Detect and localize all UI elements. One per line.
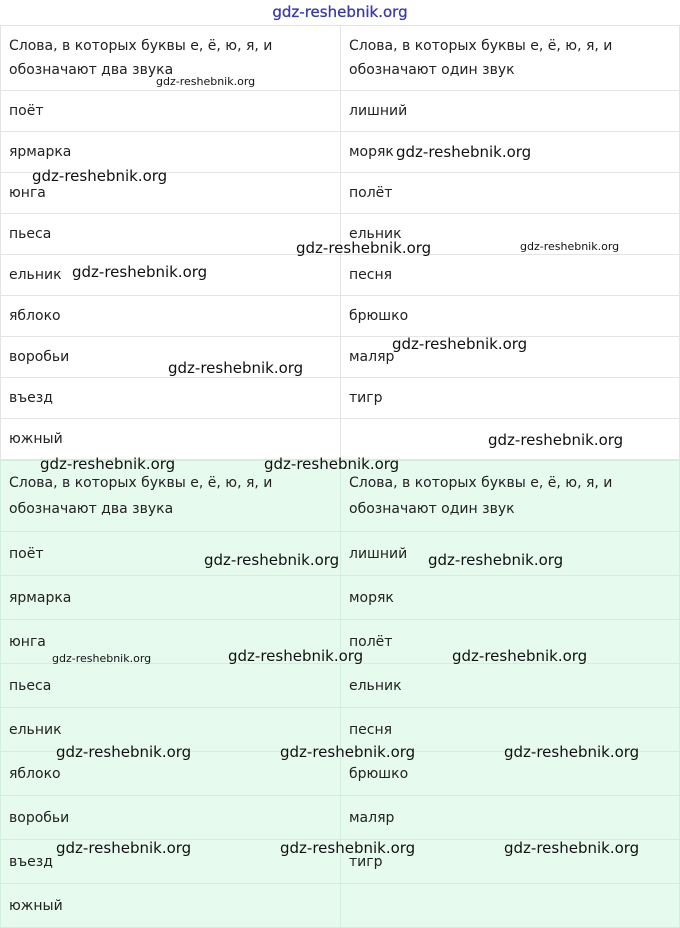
header-one-sound: Слова, в которых буквы е, ё, ю, я, и обозначают один звук <box>341 26 680 91</box>
table-row <box>1 255 680 296</box>
cell-one-sound: тигр <box>341 840 680 884</box>
header-one-sound: Слова, в которых буквы е, ё, ю, я, и обозначают один звук <box>341 461 680 532</box>
cell-one-sound: маляр <box>341 796 680 840</box>
watermark: gdz-reshebnik.org <box>40 455 176 473</box>
watermark: gdz-reshebnik.org <box>280 743 416 761</box>
cell-two-sounds: юнга <box>1 620 341 664</box>
table-row <box>1 884 680 928</box>
table-row <box>1 337 680 378</box>
table-header-row <box>1 26 680 91</box>
watermark: gdz-reshebnik.org <box>204 551 340 569</box>
watermark: gdz-reshebnik.org <box>228 647 364 665</box>
cell-two-sounds: ельник <box>1 255 341 296</box>
cell-one-sound: ельник <box>341 214 680 255</box>
watermark: gdz-reshebnik.org <box>488 431 624 449</box>
watermark: gdz-reshebnik.org <box>396 143 532 161</box>
cell-one-sound: тигр <box>341 378 680 419</box>
cell-two-sounds: въезд <box>1 378 341 419</box>
table-row <box>1 532 680 576</box>
table-row <box>1 419 680 460</box>
cell-two-sounds: въезд <box>1 840 341 884</box>
cell-one-sound: моряк <box>341 576 680 620</box>
watermark: gdz-reshebnik.org <box>392 335 528 353</box>
cell-one-sound: песня <box>341 708 680 752</box>
table-header-row <box>1 461 680 532</box>
table-row <box>1 214 680 255</box>
cell-one-sound <box>341 419 680 460</box>
watermark: gdz-reshebnik.org <box>156 75 256 88</box>
watermark: gdz-reshebnik.org <box>280 839 416 857</box>
watermark: gdz-reshebnik.org <box>452 647 588 665</box>
cell-two-sounds: яблоко <box>1 752 341 796</box>
site-link[interactable]: gdz-reshebnik.org <box>272 3 408 21</box>
cell-one-sound: брюшко <box>341 296 680 337</box>
table-row <box>1 708 680 752</box>
cell-one-sound: полёт <box>341 620 680 664</box>
watermark: gdz-reshebnik.org <box>56 839 192 857</box>
cell-two-sounds: ярмарка <box>1 576 341 620</box>
table-row <box>1 576 680 620</box>
cell-two-sounds: воробьи <box>1 337 341 378</box>
cell-one-sound: песня <box>341 255 680 296</box>
cell-two-sounds: воробьи <box>1 796 341 840</box>
table-row <box>1 840 680 884</box>
cell-one-sound: маляр <box>341 337 680 378</box>
table-row <box>1 132 680 173</box>
watermark: gdz-reshebnik.org <box>32 167 168 185</box>
header-two-sounds: Слова, в которых буквы е, ё, ю, я, и обозначают два звука <box>1 461 341 532</box>
cell-one-sound <box>341 884 680 928</box>
cell-one-sound: ельник <box>341 664 680 708</box>
watermark: gdz-reshebnik.org <box>168 359 304 377</box>
watermark: gdz-reshebnik.org <box>296 239 432 257</box>
cell-two-sounds: поёт <box>1 532 341 576</box>
watermark: gdz-reshebnik.org <box>52 652 152 665</box>
watermark: gdz-reshebnik.org <box>264 455 400 473</box>
watermark: gdz-reshebnik.org <box>504 743 640 761</box>
cell-one-sound: брюшко <box>341 752 680 796</box>
cell-one-sound: лишний <box>341 532 680 576</box>
cell-one-sound: лишний <box>341 91 680 132</box>
cell-one-sound: полёт <box>341 173 680 214</box>
watermark: gdz-reshebnik.org <box>520 240 620 253</box>
table-row <box>1 664 680 708</box>
cell-two-sounds: поёт <box>1 91 341 132</box>
watermark: gdz-reshebnik.org <box>72 263 208 281</box>
cell-two-sounds: южный <box>1 884 341 928</box>
table-row <box>1 752 680 796</box>
cell-two-sounds: яблоко <box>1 296 341 337</box>
cell-two-sounds: ельник <box>1 708 341 752</box>
answer-table-green <box>0 460 680 928</box>
cell-two-sounds: юнга <box>1 173 341 214</box>
cell-two-sounds: пьеса <box>1 664 341 708</box>
table-row <box>1 296 680 337</box>
site-header <box>0 0 680 26</box>
header-two-sounds: Слова, в которых буквы е, ё, ю, я, и обозначают два звука <box>1 26 341 91</box>
cell-one-sound: моряк <box>341 132 680 173</box>
table-row <box>1 378 680 419</box>
table-row <box>1 91 680 132</box>
watermark: gdz-reshebnik.org <box>504 839 640 857</box>
cell-two-sounds: ярмарка <box>1 132 341 173</box>
watermark: gdz-reshebnik.org <box>56 743 192 761</box>
cell-two-sounds: пьеса <box>1 214 341 255</box>
answer-table-plain <box>0 25 680 460</box>
table-row <box>1 620 680 664</box>
watermark: gdz-reshebnik.org <box>428 551 564 569</box>
cell-two-sounds: южный <box>1 419 341 460</box>
table-row <box>1 173 680 214</box>
table-row <box>1 796 680 840</box>
